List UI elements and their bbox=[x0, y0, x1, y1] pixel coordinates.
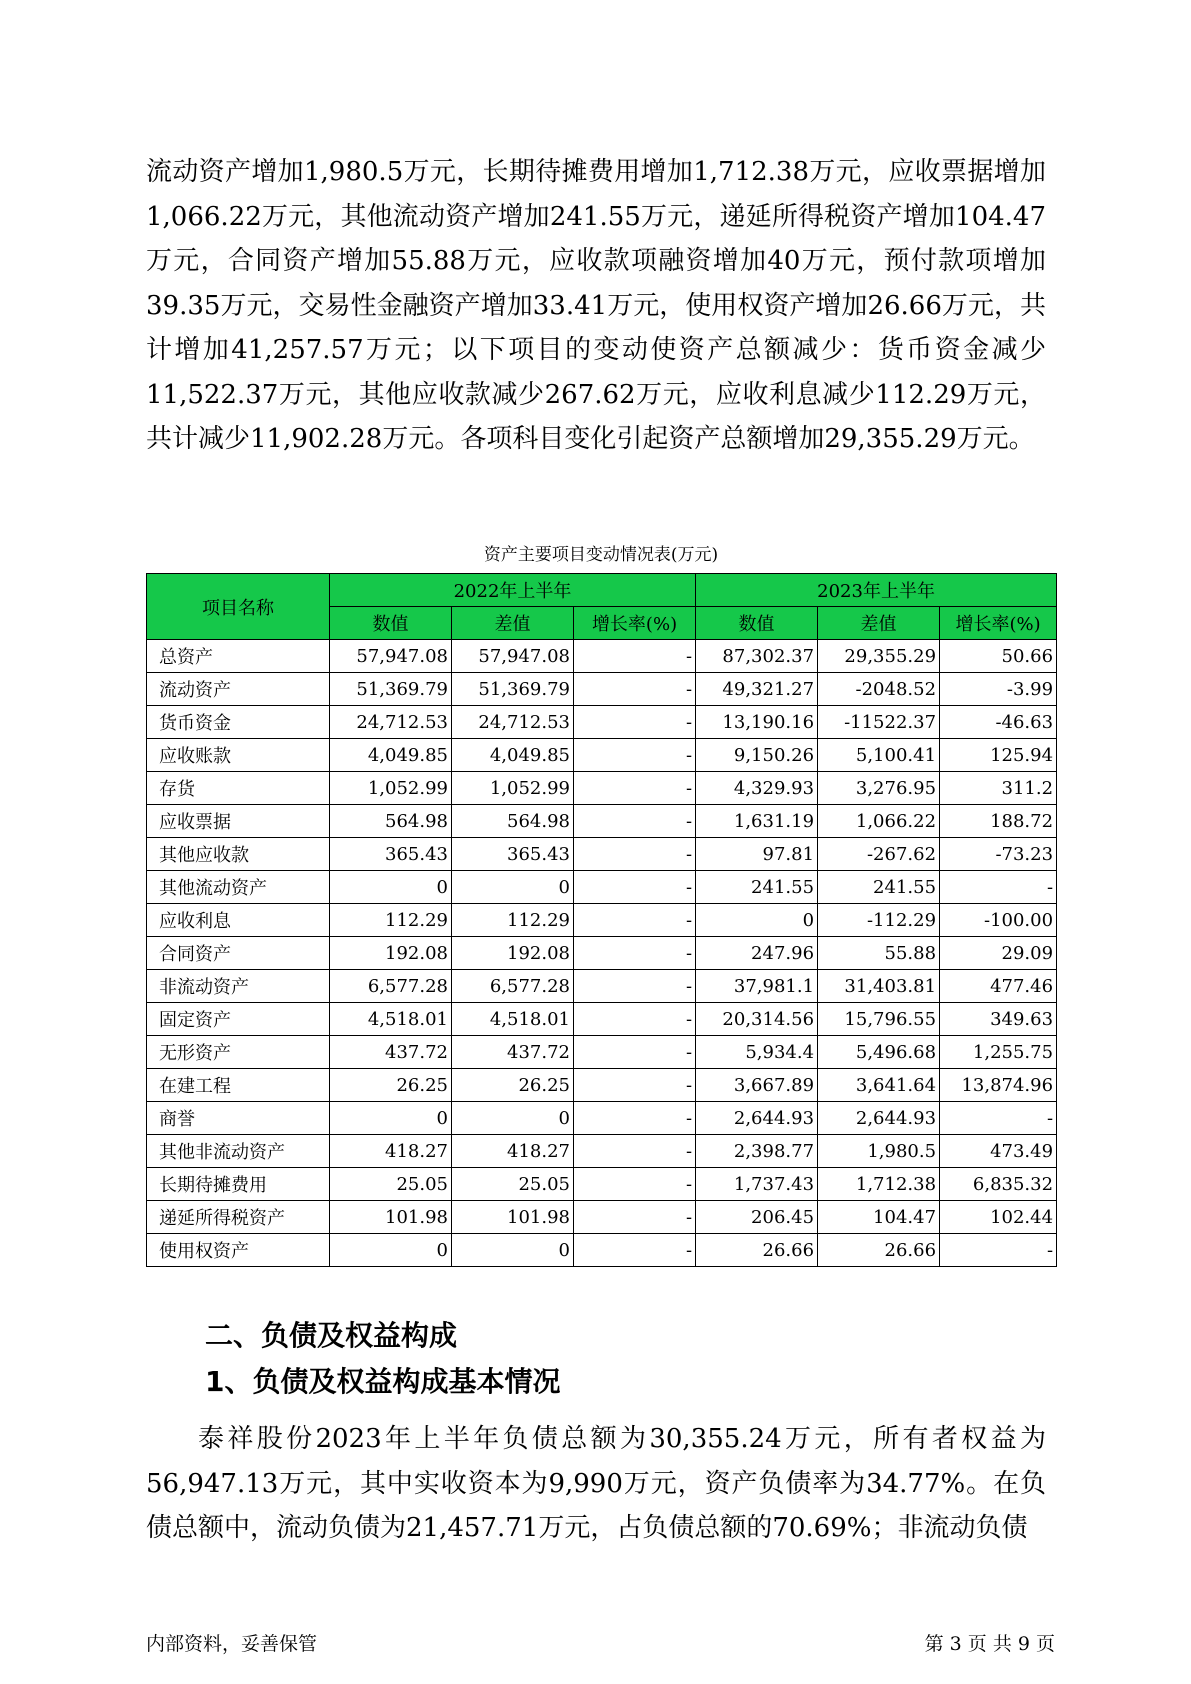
table-row bbox=[147, 673, 1057, 706]
body-paragraph-liabilities: 泰祥股份2023年上半年负债总额为30,355.24万元，所有者权益为56,947.13万元，其中实收资本为9,990万元，资产负债率为34.77%。在负债总额中，流动负债为21,457.71万元，占负债总额的70.69%；非流动负债 bbox=[146, 1424, 1046, 1543]
table-caption: 资产主要项目变动情况表(万元) bbox=[483, 545, 719, 565]
table-row bbox=[147, 640, 1057, 673]
cell-value-2023: 26.66 bbox=[696, 1234, 818, 1267]
cell-value-2022: 101.98 bbox=[330, 1201, 452, 1234]
cell-diff-2023: 5,496.68 bbox=[818, 1036, 940, 1069]
cell-value-2022: 25.05 bbox=[330, 1168, 452, 1201]
table-row bbox=[147, 1168, 1057, 1201]
cell-diff-2023: 1,066.22 bbox=[818, 805, 940, 838]
cell-growth-2022: - bbox=[574, 1003, 696, 1036]
cell-item-name: 其他流动资产 bbox=[147, 871, 330, 904]
cell-item-name: 商誉 bbox=[147, 1102, 330, 1135]
cell-growth-2023: - bbox=[940, 871, 1057, 904]
cell-item-name: 应收账款 bbox=[147, 739, 330, 772]
cell-value-2022: 0 bbox=[330, 871, 452, 904]
cell-growth-2023: 6,835.32 bbox=[940, 1168, 1057, 1201]
cell-growth-2023: 125.94 bbox=[940, 739, 1057, 772]
header-value-2023: 数值 bbox=[696, 607, 818, 640]
cell-diff-2023: 5,100.41 bbox=[818, 739, 940, 772]
cell-value-2023: 1,737.43 bbox=[696, 1168, 818, 1201]
cell-diff-2022: 0 bbox=[452, 871, 574, 904]
cell-diff-2023: 241.55 bbox=[818, 871, 940, 904]
cell-item-name: 在建工程 bbox=[147, 1069, 330, 1102]
cell-diff-2022: 25.05 bbox=[452, 1168, 574, 1201]
cell-item-name: 固定资产 bbox=[147, 1003, 330, 1036]
cell-growth-2022: - bbox=[574, 772, 696, 805]
table-row bbox=[147, 1201, 1057, 1234]
cell-value-2023: 2,644.93 bbox=[696, 1102, 818, 1135]
table-row bbox=[147, 904, 1057, 937]
cell-growth-2023: 477.46 bbox=[940, 970, 1057, 1003]
cell-diff-2022: 24,712.53 bbox=[452, 706, 574, 739]
table-row bbox=[147, 1135, 1057, 1168]
cell-diff-2023: 3,276.95 bbox=[818, 772, 940, 805]
cell-item-name: 存货 bbox=[147, 772, 330, 805]
cell-diff-2022: 437.72 bbox=[452, 1036, 574, 1069]
cell-diff-2023: 31,403.81 bbox=[818, 970, 940, 1003]
cell-growth-2023: -100.00 bbox=[940, 904, 1057, 937]
header-item-name: 项目名称 bbox=[147, 574, 330, 640]
cell-value-2023: 9,150.26 bbox=[696, 739, 818, 772]
cell-diff-2023: -2048.52 bbox=[818, 673, 940, 706]
table-row bbox=[147, 871, 1057, 904]
cell-value-2023: 49,321.27 bbox=[696, 673, 818, 706]
cell-diff-2023: -112.29 bbox=[818, 904, 940, 937]
cell-item-name: 递延所得税资产 bbox=[147, 1201, 330, 1234]
cell-value-2022: 192.08 bbox=[330, 937, 452, 970]
cell-item-name: 总资产 bbox=[147, 640, 330, 673]
cell-growth-2023: 349.63 bbox=[940, 1003, 1057, 1036]
header-value-2022: 数值 bbox=[330, 607, 452, 640]
cell-value-2022: 418.27 bbox=[330, 1135, 452, 1168]
cell-growth-2023: 13,874.96 bbox=[940, 1069, 1057, 1102]
cell-item-name: 应收利息 bbox=[147, 904, 330, 937]
cell-value-2022: 437.72 bbox=[330, 1036, 452, 1069]
header-period-2022: 2022年上半年 bbox=[330, 574, 696, 607]
cell-value-2022: 57,947.08 bbox=[330, 640, 452, 673]
cell-growth-2022: - bbox=[574, 1069, 696, 1102]
footer-page-number: 第 3 页 共 9 页 bbox=[924, 1633, 1055, 1655]
cell-value-2022: 1,052.99 bbox=[330, 772, 452, 805]
cell-diff-2023: 29,355.29 bbox=[818, 640, 940, 673]
cell-diff-2023: 26.66 bbox=[818, 1234, 940, 1267]
cell-growth-2022: - bbox=[574, 739, 696, 772]
cell-growth-2022: - bbox=[574, 1168, 696, 1201]
cell-diff-2022: 365.43 bbox=[452, 838, 574, 871]
cell-growth-2022: - bbox=[574, 1135, 696, 1168]
table-row bbox=[147, 739, 1057, 772]
table-row bbox=[147, 706, 1057, 739]
cell-growth-2023: 1,255.75 bbox=[940, 1036, 1057, 1069]
cell-growth-2023: - bbox=[940, 1234, 1057, 1267]
table-body bbox=[147, 640, 1057, 1267]
cell-item-name: 货币资金 bbox=[147, 706, 330, 739]
cell-growth-2022: - bbox=[574, 805, 696, 838]
cell-growth-2022: - bbox=[574, 970, 696, 1003]
cell-value-2022: 6,577.28 bbox=[330, 970, 452, 1003]
table-row bbox=[147, 1069, 1057, 1102]
cell-item-name: 合同资产 bbox=[147, 937, 330, 970]
footer-confidential-note: 内部资料，妥善保管 bbox=[146, 1633, 318, 1655]
cell-value-2023: 3,667.89 bbox=[696, 1069, 818, 1102]
cell-diff-2023: 1,980.5 bbox=[818, 1135, 940, 1168]
cell-value-2023: 241.55 bbox=[696, 871, 818, 904]
cell-growth-2022: - bbox=[574, 904, 696, 937]
cell-growth-2023: -3.99 bbox=[940, 673, 1057, 706]
cell-growth-2023: 311.2 bbox=[940, 772, 1057, 805]
cell-value-2023: 20,314.56 bbox=[696, 1003, 818, 1036]
cell-value-2023: 1,631.19 bbox=[696, 805, 818, 838]
cell-growth-2022: - bbox=[574, 706, 696, 739]
cell-growth-2022: - bbox=[574, 1036, 696, 1069]
cell-item-name: 使用权资产 bbox=[147, 1234, 330, 1267]
cell-value-2022: 4,049.85 bbox=[330, 739, 452, 772]
cell-value-2022: 112.29 bbox=[330, 904, 452, 937]
cell-diff-2023: 2,644.93 bbox=[818, 1102, 940, 1135]
cell-value-2022: 24,712.53 bbox=[330, 706, 452, 739]
header-period-2023: 2023年上半年 bbox=[696, 574, 1057, 607]
table-row bbox=[147, 970, 1057, 1003]
cell-growth-2022: - bbox=[574, 1102, 696, 1135]
cell-growth-2023: 102.44 bbox=[940, 1201, 1057, 1234]
cell-value-2022: 365.43 bbox=[330, 838, 452, 871]
cell-growth-2023: - bbox=[940, 1102, 1057, 1135]
cell-value-2022: 0 bbox=[330, 1234, 452, 1267]
cell-growth-2022: - bbox=[574, 838, 696, 871]
cell-value-2022: 4,518.01 bbox=[330, 1003, 452, 1036]
cell-diff-2022: 112.29 bbox=[452, 904, 574, 937]
cell-value-2023: 4,329.93 bbox=[696, 772, 818, 805]
cell-value-2023: 5,934.4 bbox=[696, 1036, 818, 1069]
cell-diff-2023: 1,712.38 bbox=[818, 1168, 940, 1201]
cell-value-2023: 2,398.77 bbox=[696, 1135, 818, 1168]
table-row bbox=[147, 805, 1057, 838]
cell-diff-2023: -11522.37 bbox=[818, 706, 940, 739]
table-header-row-1 bbox=[147, 574, 1057, 607]
cell-diff-2022: 57,947.08 bbox=[452, 640, 574, 673]
cell-growth-2023: 188.72 bbox=[940, 805, 1057, 838]
cell-diff-2023: 55.88 bbox=[818, 937, 940, 970]
cell-item-name: 应收票据 bbox=[147, 805, 330, 838]
cell-growth-2023: 29.09 bbox=[940, 937, 1057, 970]
cell-growth-2023: 50.66 bbox=[940, 640, 1057, 673]
cell-value-2023: 13,190.16 bbox=[696, 706, 818, 739]
cell-diff-2022: 0 bbox=[452, 1234, 574, 1267]
cell-value-2023: 0 bbox=[696, 904, 818, 937]
cell-growth-2022: - bbox=[574, 871, 696, 904]
table-row bbox=[147, 838, 1057, 871]
cell-diff-2023: 104.47 bbox=[818, 1201, 940, 1234]
assets-change-table bbox=[146, 573, 1057, 1267]
cell-diff-2022: 101.98 bbox=[452, 1201, 574, 1234]
cell-item-name: 其他应收款 bbox=[147, 838, 330, 871]
cell-item-name: 无形资产 bbox=[147, 1036, 330, 1069]
cell-growth-2022: - bbox=[574, 1201, 696, 1234]
cell-growth-2022: - bbox=[574, 640, 696, 673]
header-growth-2023: 增长率(%) bbox=[940, 607, 1057, 640]
table-row bbox=[147, 1003, 1057, 1036]
cell-value-2022: 564.98 bbox=[330, 805, 452, 838]
cell-diff-2022: 4,049.85 bbox=[452, 739, 574, 772]
header-diff-2022: 差值 bbox=[452, 607, 574, 640]
cell-growth-2022: - bbox=[574, 937, 696, 970]
table-row bbox=[147, 1102, 1057, 1135]
cell-diff-2023: 15,796.55 bbox=[818, 1003, 940, 1036]
table-row bbox=[147, 1036, 1057, 1069]
cell-item-name: 长期待摊费用 bbox=[147, 1168, 330, 1201]
cell-item-name: 其他非流动资产 bbox=[147, 1135, 330, 1168]
cell-diff-2022: 26.25 bbox=[452, 1069, 574, 1102]
cell-growth-2022: - bbox=[574, 673, 696, 706]
cell-value-2023: 87,302.37 bbox=[696, 640, 818, 673]
cell-diff-2022: 418.27 bbox=[452, 1135, 574, 1168]
cell-value-2023: 247.96 bbox=[696, 937, 818, 970]
cell-value-2022: 51,369.79 bbox=[330, 673, 452, 706]
cell-diff-2022: 192.08 bbox=[452, 937, 574, 970]
cell-growth-2023: 473.49 bbox=[940, 1135, 1057, 1168]
cell-value-2022: 0 bbox=[330, 1102, 452, 1135]
cell-diff-2022: 4,518.01 bbox=[452, 1003, 574, 1036]
header-diff-2023: 差值 bbox=[818, 607, 940, 640]
cell-diff-2022: 0 bbox=[452, 1102, 574, 1135]
table-row bbox=[147, 1234, 1057, 1267]
header-growth-2022: 增长率(%) bbox=[574, 607, 696, 640]
table-row bbox=[147, 772, 1057, 805]
table-row bbox=[147, 937, 1057, 970]
cell-value-2023: 97.81 bbox=[696, 838, 818, 871]
cell-diff-2023: 3,641.64 bbox=[818, 1069, 940, 1102]
cell-diff-2022: 1,052.99 bbox=[452, 772, 574, 805]
cell-value-2023: 206.45 bbox=[696, 1201, 818, 1234]
cell-value-2022: 26.25 bbox=[330, 1069, 452, 1102]
cell-diff-2023: -267.62 bbox=[818, 838, 940, 871]
subsection-heading: 1、负债及权益构成基本情况 bbox=[205, 1365, 561, 1398]
cell-growth-2023: -46.63 bbox=[940, 706, 1057, 739]
cell-value-2023: 37,981.1 bbox=[696, 970, 818, 1003]
cell-diff-2022: 564.98 bbox=[452, 805, 574, 838]
cell-diff-2022: 51,369.79 bbox=[452, 673, 574, 706]
body-paragraph-assets-change: 流动资产增加1,980.5万元，长期待摊费用增加1,712.38万元，应收票据增加1,066.22万元，其他流动资产增加241.55万元，递延所得税资产增加104.47万元，合同资产增加55.88万元，应收款项融资增加40万元，预付款项增加39.35万元，交易性金融资产增加33.41万元，使用权资产增加26.66万元，共计增加41,257.57万元；以下项目的变动使资产总额减少：货币资金减少11,522.37万元，其他应收款减少267.62万元，应收利息减少112.29万元，共计减少11,902.28万元。各项科目变化引起资产总额增加29,355.29万元。 bbox=[146, 157, 1046, 454]
cell-growth-2022: - bbox=[574, 1234, 696, 1267]
cell-item-name: 流动资产 bbox=[147, 673, 330, 706]
cell-growth-2023: -73.23 bbox=[940, 838, 1057, 871]
section-heading: 二、负债及权益构成 bbox=[205, 1319, 458, 1352]
cell-diff-2022: 6,577.28 bbox=[452, 970, 574, 1003]
cell-item-name: 非流动资产 bbox=[147, 970, 330, 1003]
